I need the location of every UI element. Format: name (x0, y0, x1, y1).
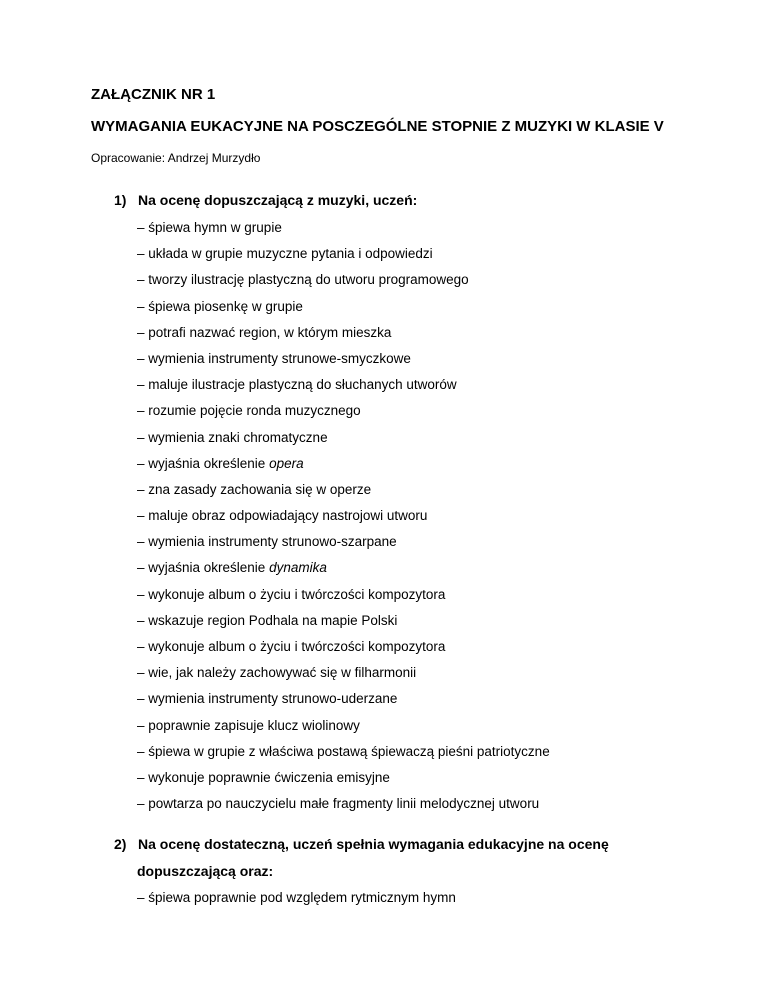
list-item: – maluje ilustracje plastyczną do słuchanych utworów (137, 377, 457, 393)
list-item: – wykonuje album o życiu i twórczości kompozytora (137, 639, 446, 654)
italic-term: dynamika (269, 560, 327, 576)
list-item (137, 455, 550, 481)
attachment-title: ZAŁĄCZNIK NR 1 (91, 86, 216, 103)
section-1-title: Na ocenę dopuszczającą z muzyki, uczeń: (138, 192, 418, 208)
document-title: WYMAGANIA EUKACYJNE NA POSCZEGÓLNE STOPNIE Z MUZYKI W KLASIE V (91, 118, 664, 135)
list-item: – rozumie pojęcie ronda muzycznego (137, 403, 361, 419)
list-item: – śpiewa w grupie z właściwa postawą śpiewaczą pieśni patriotyczne (137, 743, 550, 759)
list-item-text: – wyjaśnia określenie (137, 455, 270, 471)
section-2-title-continued: dopuszczającą oraz: (137, 863, 274, 879)
list-item: – powtarza po nauczycielu małe fragmenty linii melodycznej utworu (137, 796, 540, 812)
list-item: – wymienia instrumenty strunowo-szarpane (137, 534, 397, 550)
section-2-title: Na ocenę dostateczną, uczeń spełnia wymagania edukacyjne na ocenę (138, 836, 609, 852)
list-item: – wie, jak należy zachowywać się w filharmonii (137, 665, 417, 681)
list-item: – poprawnie zapisuje klucz wiolinowy (137, 717, 360, 733)
section-1-list (137, 219, 550, 821)
list-item: – wskazuje region Podhala na mapie Polski (137, 612, 398, 628)
list-item: – wymienia instrumenty strunowe-smyczkowe (137, 350, 411, 366)
list-item: – wykonuje album o życiu i twórczości kompozytora (137, 586, 446, 602)
list-item (137, 559, 550, 585)
list-item: – śpiewa piosenkę w grupie (137, 298, 303, 314)
list-item: – tworzy ilustrację plastyczną do utworu programowego (137, 272, 469, 288)
list-item: – wymienia znaki chromatyczne (137, 429, 328, 445)
list-item: – śpiewa poprawnie pod względem rytmicznym hymn (137, 890, 456, 905)
section-2-heading (114, 836, 609, 852)
section-1-number: 1) (114, 192, 127, 208)
author-line: Opracowanie: Andrzej Murzydło (91, 151, 261, 165)
section-2-list (137, 889, 456, 915)
list-item: – wykonuje poprawnie ćwiczenia emisyjne (137, 769, 390, 785)
list-item: – układa w grupie muzyczne pytania i odpowiedzi (137, 246, 433, 262)
section-2-number: 2) (114, 836, 127, 852)
list-item: – zna zasady zachowania się w operze (137, 481, 372, 497)
list-item: – wymienia instrumenty strunowo-uderzane (137, 691, 398, 707)
list-item: – śpiewa hymn w grupie (137, 220, 282, 235)
section-1-heading (114, 192, 417, 208)
list-item-text: – wyjaśnia określenie (137, 560, 270, 576)
italic-term: opera (269, 455, 304, 471)
list-item: – potrafi nazwać region, w którym mieszka (137, 324, 392, 340)
list-item: – maluje obraz odpowiadający nastrojowi utworu (137, 508, 428, 524)
